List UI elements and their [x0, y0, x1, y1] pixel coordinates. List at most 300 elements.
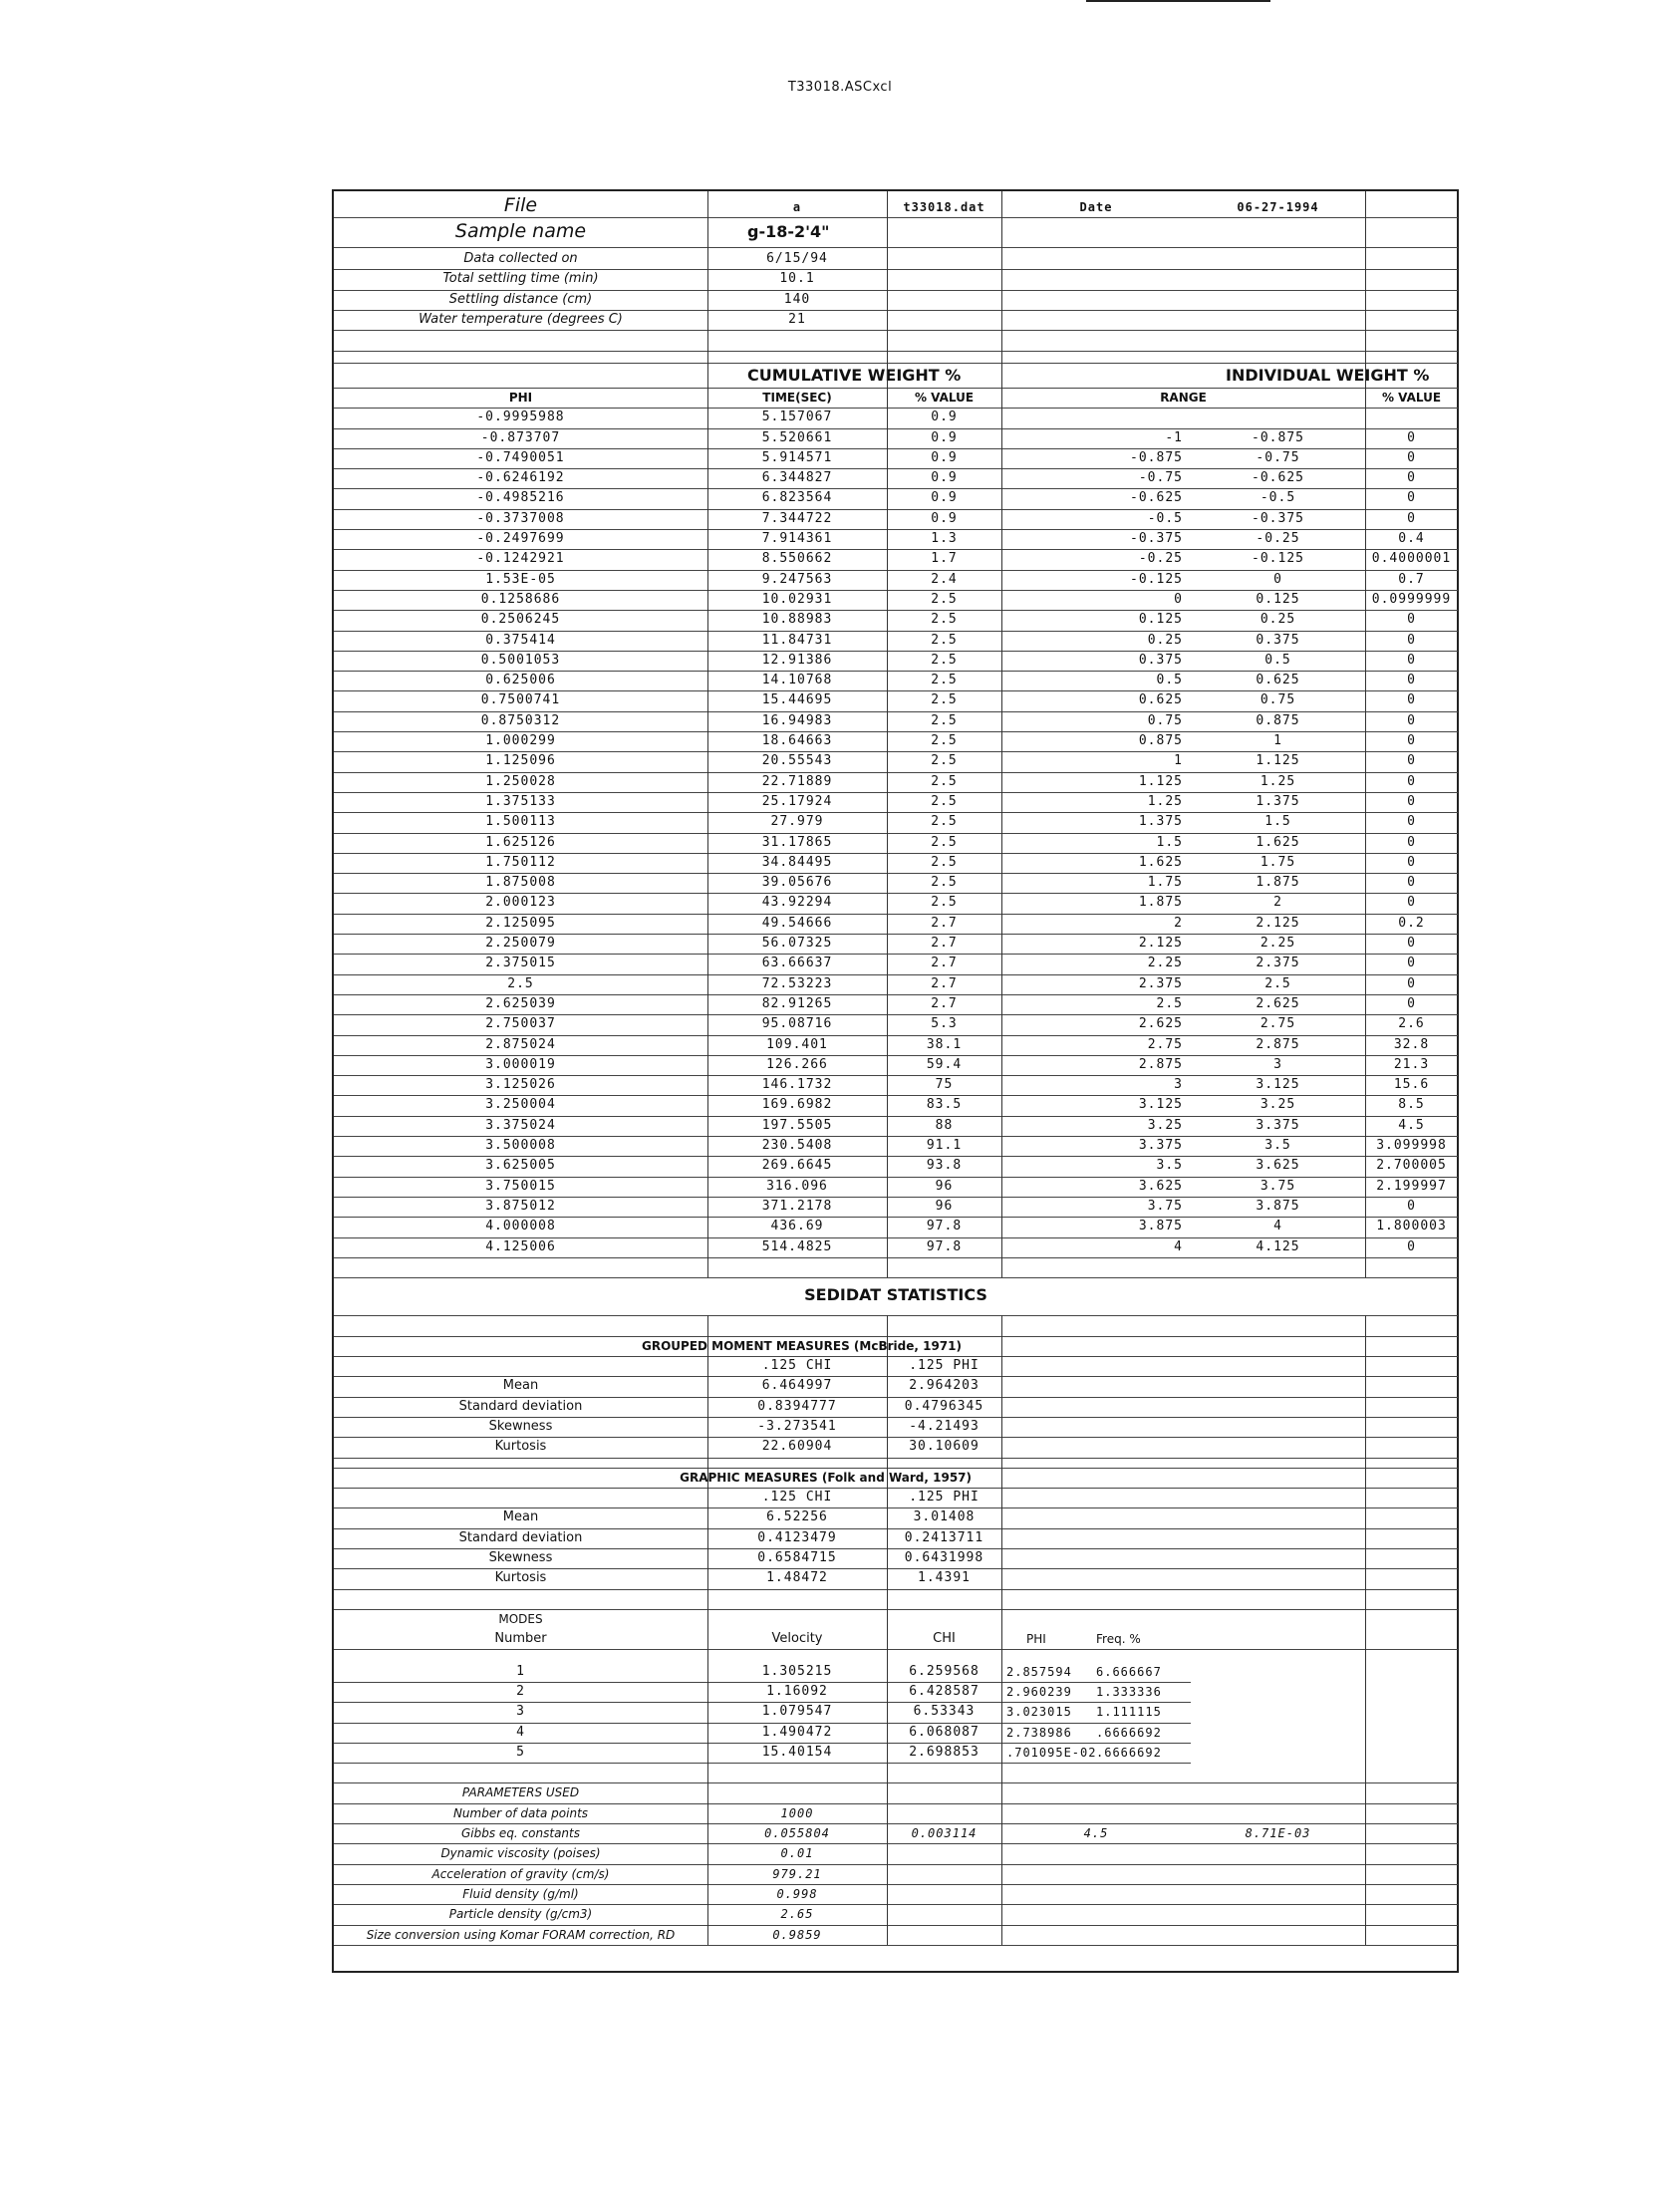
parameter-value-2: [887, 1884, 1001, 1904]
time-value: 126.266: [766, 1056, 828, 1072]
column-divider: [1365, 1315, 1366, 1944]
time-value: 27.979: [770, 814, 824, 830]
modes-velocity-header: Velocity: [771, 1631, 823, 1647]
phi-value: 1.625126: [485, 834, 556, 850]
ind-percent-value: 2.199997: [1376, 1178, 1447, 1194]
time-value: 10.02931: [761, 591, 833, 607]
graphic-chi-value: 1.48472: [766, 1570, 828, 1586]
mode-chi: 6.068087: [909, 1724, 980, 1740]
parameter-value-2: [887, 1843, 1001, 1863]
phi-value: 3.875012: [485, 1198, 556, 1214]
range-end: -0.75: [1256, 449, 1300, 465]
phi-value: 0.2506245: [480, 612, 561, 628]
time-value: 20.55543: [761, 753, 833, 769]
row-divider: [334, 217, 1458, 218]
ind-percent-value: 0: [1407, 449, 1416, 465]
time-value: 269.6645: [761, 1158, 833, 1174]
range-start: 0.75: [1147, 712, 1183, 728]
moment-chi-value: 0.8394777: [757, 1398, 837, 1414]
graphic-col-header: .125 PHI: [909, 1490, 980, 1506]
time-value: 34.84495: [761, 854, 833, 870]
phi-value: 1.250028: [485, 773, 556, 789]
range-start: 1.25: [1147, 793, 1183, 809]
meta-value: 140: [783, 291, 811, 307]
graphic-phi-value: 3.01408: [913, 1509, 976, 1525]
time-value: 56.07325: [761, 936, 833, 952]
ind-percent-value: 0: [1407, 753, 1416, 769]
date-value: 06-27-1994: [1237, 200, 1319, 214]
ind-percent-value: 0.0999999: [1371, 591, 1452, 607]
parameter-value-4: [1191, 1884, 1365, 1904]
cum-percent-value: 2.5: [931, 834, 958, 850]
cum-percent-value: 96: [935, 1178, 954, 1194]
range-end: 1.5: [1264, 814, 1291, 830]
mode-phi: 2.738986: [1006, 1725, 1072, 1740]
graphic-phi-value: 1.4391: [918, 1570, 971, 1586]
ind-percent-value: 0.4000001: [1371, 551, 1452, 567]
phi-value: 2.125095: [485, 915, 556, 931]
range-start: -0.125: [1130, 571, 1183, 587]
phi-value: 0.1258686: [480, 591, 561, 607]
modes-number-header: Number: [494, 1631, 547, 1647]
cum-percent-value: 91.1: [926, 1138, 963, 1154]
parameter-value-2: 0.003114: [911, 1826, 978, 1840]
row-divider: [334, 330, 1458, 331]
range-start: 2.875: [1138, 1056, 1183, 1072]
mode-phi: 2.857594: [1006, 1664, 1072, 1679]
range-start: 2.25: [1147, 956, 1183, 971]
parameter-value-4: [1191, 1803, 1365, 1823]
modes-freq-header: Freq. %: [1096, 1632, 1141, 1647]
moment-chi-value: 22.60904: [761, 1439, 833, 1455]
sample-value: g-18-2'4": [747, 222, 830, 241]
phi-value: 2.875024: [485, 1036, 556, 1052]
range-end: [1191, 408, 1365, 427]
parameter-label: Gibbs eq. constants: [461, 1826, 580, 1840]
time-value: 169.6982: [761, 1097, 833, 1113]
cumulative-header: CUMULATIVE WEIGHT %: [747, 365, 962, 385]
ind-percent-value: 2.6: [1398, 1016, 1425, 1032]
cum-percent-value: 2.5: [931, 895, 958, 911]
range-start: 3.875: [1138, 1219, 1183, 1234]
ind-percent-value: 0.2: [1398, 915, 1425, 931]
range-end: 2.375: [1256, 956, 1300, 971]
phi-value: -0.1242921: [476, 551, 565, 567]
range-end: 1.125: [1256, 753, 1300, 769]
row-divider: [334, 363, 1458, 364]
cum-percent-value: 0.9: [931, 449, 958, 465]
phi-value: 0.625006: [485, 673, 556, 688]
time-value: 316.096: [766, 1178, 828, 1194]
phi-value: 3.000019: [485, 1056, 556, 1072]
range-end: 2.5: [1264, 975, 1291, 991]
cum-percent-value: 75: [935, 1077, 954, 1093]
ind-percent-value: 0: [1407, 470, 1416, 486]
phi-value: 3.250004: [485, 1097, 556, 1113]
range-start: 1.75: [1147, 875, 1183, 891]
modes-chi-header: CHI: [933, 1631, 956, 1647]
cum-percent-value: 2.5: [931, 692, 958, 708]
range-end: -0.5: [1260, 490, 1296, 506]
cum-percent-value: 2.5: [931, 712, 958, 728]
parameter-value-3: 4.5: [1083, 1826, 1109, 1840]
range-end: 1: [1273, 733, 1282, 749]
range-end: 2: [1273, 895, 1282, 911]
time-value: 371.2178: [761, 1198, 833, 1214]
time-value: 15.44695: [761, 692, 833, 708]
phi-value: 2.375015: [485, 956, 556, 971]
cum-percent-value: 59.4: [926, 1056, 963, 1072]
cum-percent-value: 1.7: [931, 551, 958, 567]
range-end: -0.125: [1252, 551, 1304, 567]
cum-percent-value: 2.5: [931, 673, 958, 688]
parameter-value-4: 8.71E-03: [1245, 1826, 1311, 1840]
range-start: 1.125: [1138, 773, 1183, 789]
row-divider: [334, 351, 1458, 352]
meta-value: 6/15/94: [766, 251, 828, 266]
range-end: 3.125: [1256, 1077, 1300, 1093]
ind-percent-value: 4.5: [1398, 1117, 1425, 1133]
cum-percent-value: 2.5: [931, 753, 958, 769]
phi-value: 2.250079: [485, 936, 556, 952]
time-value: 6.823564: [761, 490, 833, 506]
graphic-chi-value: 0.6584715: [757, 1549, 837, 1565]
moment-phi-value: 30.10609: [909, 1439, 980, 1455]
cum-percent-value: 5.3: [931, 1016, 958, 1032]
cum-percent-value: 2.5: [931, 773, 958, 789]
phi-value: 2.750037: [485, 1016, 556, 1032]
phi-value: 2.000123: [485, 895, 556, 911]
file-label: File: [503, 194, 538, 216]
time-value: 197.5505: [761, 1117, 833, 1133]
moment-col-header: .125 PHI: [909, 1358, 980, 1374]
ind-percent-value: 0: [1407, 995, 1416, 1011]
meta-value: 10.1: [779, 271, 815, 287]
range-start: 3.5: [1156, 1158, 1183, 1174]
range-start: 0.5: [1156, 673, 1183, 688]
column-divider: [1001, 191, 1002, 1277]
range-start: 3: [1174, 1077, 1183, 1093]
phi-value: 1.53E-05: [485, 571, 556, 587]
cum-percent-value: 2.7: [931, 975, 958, 991]
parameter-value-4: [1191, 1925, 1365, 1945]
range-end: 1.375: [1256, 793, 1300, 809]
ind-percent-value: 0: [1407, 692, 1416, 708]
cum-percent-value: 2.7: [931, 995, 958, 1011]
range-end: 0.5: [1264, 652, 1291, 668]
ind-percent-value: 21.3: [1393, 1056, 1430, 1072]
range-end: 1.75: [1260, 854, 1296, 870]
range-end: 3.25: [1260, 1097, 1296, 1113]
moment-chi-value: 6.464997: [761, 1378, 833, 1394]
time-column-header: TIME(SEC): [762, 390, 832, 405]
range-start: 1.5: [1156, 834, 1183, 850]
phi-value: 3.750015: [485, 1178, 556, 1194]
ind-percent-value: 0: [1407, 1198, 1416, 1214]
time-value: 7.344722: [761, 510, 833, 526]
cum-percent-value: 2.5: [931, 591, 958, 607]
parameter-label: Size conversion using Komar FORAM correction, RD: [366, 1927, 676, 1942]
cum-percent-value: 93.8: [926, 1158, 963, 1174]
modes-phi-header: PHI: [1026, 1632, 1046, 1647]
range-end: 3.375: [1256, 1117, 1300, 1133]
time-value: 10.88983: [761, 612, 833, 628]
phi-value: 4.125006: [485, 1238, 556, 1254]
parameter-value-3: [1001, 1803, 1191, 1823]
time-value: 39.05676: [761, 875, 833, 891]
spreadsheet: [332, 189, 1459, 1973]
time-value: 72.53223: [761, 975, 833, 991]
phi-value: -0.6246192: [476, 470, 565, 486]
cum-percent-value: 2.7: [931, 915, 958, 931]
mode-number: 4: [516, 1724, 525, 1740]
range-end: 1.25: [1260, 773, 1296, 789]
time-value: 12.91386: [761, 652, 833, 668]
ind-percent-value: 0.4: [1398, 531, 1425, 547]
graphic-phi-value: 0.6431998: [904, 1549, 984, 1565]
date-label: Date: [1079, 200, 1113, 214]
range-start: 0.375: [1138, 652, 1183, 668]
range-start: 3.25: [1147, 1117, 1183, 1133]
ind-percent-value: 15.6: [1393, 1077, 1430, 1093]
parameter-value-3: [1001, 1843, 1191, 1863]
ind-percent-value: 0: [1407, 612, 1416, 628]
graphic-measures-title: GRAPHIC MEASURES (Folk and Ward, 1957): [680, 1470, 972, 1485]
range-start: 3.75: [1147, 1198, 1183, 1214]
range-start: 0.875: [1138, 733, 1183, 749]
row-divider: [334, 1257, 1458, 1258]
phi-value: -0.2497699: [476, 531, 565, 547]
file-name: t33018.dat: [903, 200, 985, 214]
mode-phi: 2.960239: [1006, 1684, 1072, 1699]
parameter-value-2: [887, 1803, 1001, 1823]
ind-percent-value: 1.800003: [1376, 1219, 1447, 1234]
row-divider: [334, 247, 1458, 248]
range-end: 3.875: [1256, 1198, 1300, 1214]
parameter-value: 0.01: [780, 1846, 814, 1861]
moment-phi-value: 2.964203: [909, 1378, 980, 1394]
range-start: [1001, 408, 1183, 427]
ind-percent-value: 0: [1407, 834, 1416, 850]
mode-freq: 1.333336: [1096, 1684, 1162, 1699]
row-divider: [334, 1763, 1191, 1764]
column-divider: [707, 1315, 708, 1944]
range-end: 2.25: [1260, 936, 1296, 952]
meta-label: Settling distance (cm): [448, 291, 593, 307]
cum-percent-value: 0.9: [931, 470, 958, 486]
time-value: 6.344827: [761, 470, 833, 486]
mode-velocity: 15.40154: [761, 1744, 833, 1760]
graphic-chi-value: 6.52256: [766, 1509, 828, 1525]
ind-percent-value: 0: [1407, 673, 1416, 688]
mode-number: 2: [516, 1683, 525, 1699]
cum-percent-value: 2.5: [931, 632, 958, 648]
moment-phi-value: -4.21493: [909, 1418, 980, 1434]
range-start: 1: [1174, 753, 1183, 769]
cum-percent-value: 88: [935, 1117, 954, 1133]
ind-percent-value: 0: [1407, 712, 1416, 728]
range-end: 2.125: [1256, 915, 1300, 931]
cum-value-column-header: % VALUE: [914, 390, 975, 405]
time-value: 31.17865: [761, 834, 833, 850]
phi-value: 1.875008: [485, 875, 556, 891]
parameter-value-4: [1191, 1843, 1365, 1863]
graphic-row-label: Mean: [502, 1509, 539, 1525]
time-value: 514.4825: [761, 1238, 833, 1254]
cum-percent-value: 97.8: [926, 1219, 963, 1234]
row-divider: [334, 1458, 1458, 1459]
time-value: 9.247563: [761, 571, 833, 587]
cum-percent-value: 0.9: [931, 429, 958, 445]
phi-value: 0.8750312: [480, 712, 561, 728]
mode-chi: 6.428587: [909, 1683, 980, 1699]
mode-velocity: 1.16092: [766, 1683, 828, 1699]
cum-percent-value: 97.8: [926, 1238, 963, 1254]
time-value: 146.1732: [761, 1077, 833, 1093]
time-value: 109.401: [766, 1036, 828, 1052]
range-start: -0.75: [1138, 470, 1183, 486]
range-end: 2.875: [1256, 1036, 1300, 1052]
moment-phi-value: 0.4796345: [904, 1398, 984, 1414]
phi-value: 0.7500741: [480, 692, 561, 708]
range-end: 3.625: [1256, 1158, 1300, 1174]
parameters-title: PARAMETERS USED: [461, 1785, 580, 1800]
range-end: 3.5: [1264, 1138, 1291, 1154]
ind-percent-value: 0: [1407, 510, 1416, 526]
range-end: -0.375: [1252, 510, 1304, 526]
parameter-value: 1000: [780, 1805, 814, 1820]
phi-value: 3.125026: [485, 1077, 556, 1093]
time-value: 5.914571: [761, 449, 833, 465]
range-start: 2.125: [1138, 936, 1183, 952]
time-value: 436.69: [770, 1219, 824, 1234]
cum-percent-value: 38.1: [926, 1036, 963, 1052]
meta-label: Data collected on: [463, 251, 578, 266]
graphic-row-label: Skewness: [488, 1549, 553, 1565]
parameter-label: Dynamic viscosity (poises): [440, 1846, 601, 1861]
ind-percent-value: 0: [1407, 1238, 1416, 1254]
range-start: 1.625: [1138, 854, 1183, 870]
sample-label: Sample name: [454, 220, 587, 242]
range-end: -0.875: [1252, 429, 1304, 445]
ind-percent-value: 0: [1407, 490, 1416, 506]
cum-percent-value: 2.5: [931, 652, 958, 668]
range-start: 2: [1174, 915, 1183, 931]
graphic-row-label: Standard deviation: [458, 1529, 583, 1545]
mode-velocity: 1.490472: [761, 1724, 833, 1740]
time-value: 43.92294: [761, 895, 833, 911]
range-column-header: RANGE: [1160, 390, 1207, 405]
range-start: 3.375: [1138, 1138, 1183, 1154]
row-divider: [334, 1649, 1458, 1650]
parameter-value-3: [1001, 1864, 1191, 1884]
parameter-value: 0.055804: [764, 1826, 830, 1840]
range-start: -0.5: [1147, 510, 1183, 526]
mode-phi: .701095E-02: [1006, 1745, 1097, 1760]
meta-value: 21: [788, 311, 806, 327]
ind-percent-value: 0: [1407, 875, 1416, 891]
graphic-row-label: Kurtosis: [494, 1570, 547, 1586]
ind-percent-value: 0: [1407, 854, 1416, 870]
phi-value: 2.5: [507, 975, 534, 991]
row-divider: [334, 1277, 1458, 1278]
mode-number: 3: [516, 1704, 525, 1720]
cum-percent-value: 2.4: [931, 571, 958, 587]
column-divider: [1365, 191, 1366, 1277]
phi-column-header: PHI: [508, 390, 533, 405]
ind-percent-value: 0.7: [1398, 571, 1425, 587]
range-start: -0.875: [1130, 449, 1183, 465]
statistics-title: SEDIDAT STATISTICS: [804, 1285, 987, 1305]
mode-freq: .6666692: [1096, 1725, 1162, 1740]
range-start: 0: [1174, 591, 1183, 607]
time-value: 7.914361: [761, 531, 833, 547]
graphic-col-header: .125 CHI: [761, 1490, 833, 1506]
ind-percent-value: 0: [1407, 429, 1416, 445]
modes-title: MODES: [498, 1611, 543, 1626]
range-end: 3.75: [1260, 1178, 1296, 1194]
meta-label: Total settling time (min): [442, 271, 599, 287]
range-start: -1: [1165, 429, 1183, 445]
range-end: 0.625: [1256, 673, 1300, 688]
graphic-chi-value: 0.4123479: [757, 1529, 837, 1545]
time-value: 5.520661: [761, 429, 833, 445]
mode-number: 1: [516, 1663, 525, 1679]
phi-value: 1.000299: [485, 733, 556, 749]
parameter-value-2: [887, 1925, 1001, 1945]
cum-percent-value: 2.5: [931, 793, 958, 809]
range-end: -0.625: [1252, 470, 1304, 486]
moment-row-label: Skewness: [488, 1418, 553, 1434]
meta-label: Water temperature (degrees C): [419, 311, 623, 327]
range-end: 0.125: [1256, 591, 1300, 607]
ind-percent-value: 0: [1407, 793, 1416, 809]
phi-value: -0.4985216: [476, 490, 565, 506]
row-divider: [334, 1315, 1458, 1316]
range-start: -0.625: [1130, 490, 1183, 506]
time-value: 95.08716: [761, 1016, 833, 1032]
ind-percent-value: 0: [1407, 936, 1416, 952]
range-end: 2.625: [1256, 995, 1300, 1011]
parameter-value-2: [887, 1864, 1001, 1884]
range-start: 3.625: [1138, 1178, 1183, 1194]
moment-measures-title: GROUPED MOMENT MEASURES (McBride, 1971): [642, 1338, 962, 1353]
ind-percent-value: [1365, 408, 1458, 427]
parameter-value-4: [1191, 1904, 1365, 1924]
range-end: 1.875: [1256, 875, 1300, 891]
cum-percent-value: 2.5: [931, 875, 958, 891]
cum-percent-value: 1.3: [931, 531, 958, 547]
range-end: 3: [1273, 1056, 1282, 1072]
ind-percent-value: 2.700005: [1376, 1158, 1447, 1174]
time-value: 230.5408: [761, 1138, 833, 1154]
cum-percent-value: 2.5: [931, 814, 958, 830]
ind-percent-value: 8.5: [1398, 1097, 1425, 1113]
phi-value: -0.3737008: [476, 510, 565, 526]
ind-percent-value: 0: [1407, 895, 1416, 911]
phi-value: 2.625039: [485, 995, 556, 1011]
ind-percent-value: 0: [1407, 652, 1416, 668]
mode-freq: .6666692: [1096, 1745, 1162, 1760]
range-start: 1.375: [1138, 814, 1183, 830]
phi-value: 0.375414: [485, 632, 556, 648]
range-start: 0.625: [1138, 692, 1183, 708]
parameter-value: 2.65: [780, 1907, 814, 1922]
moment-row-label: Mean: [502, 1378, 539, 1394]
range-end: 0.75: [1260, 692, 1296, 708]
individual-header: INDIVIDUAL WEIGHT %: [1226, 365, 1430, 385]
phi-value: 4.000008: [485, 1219, 556, 1234]
